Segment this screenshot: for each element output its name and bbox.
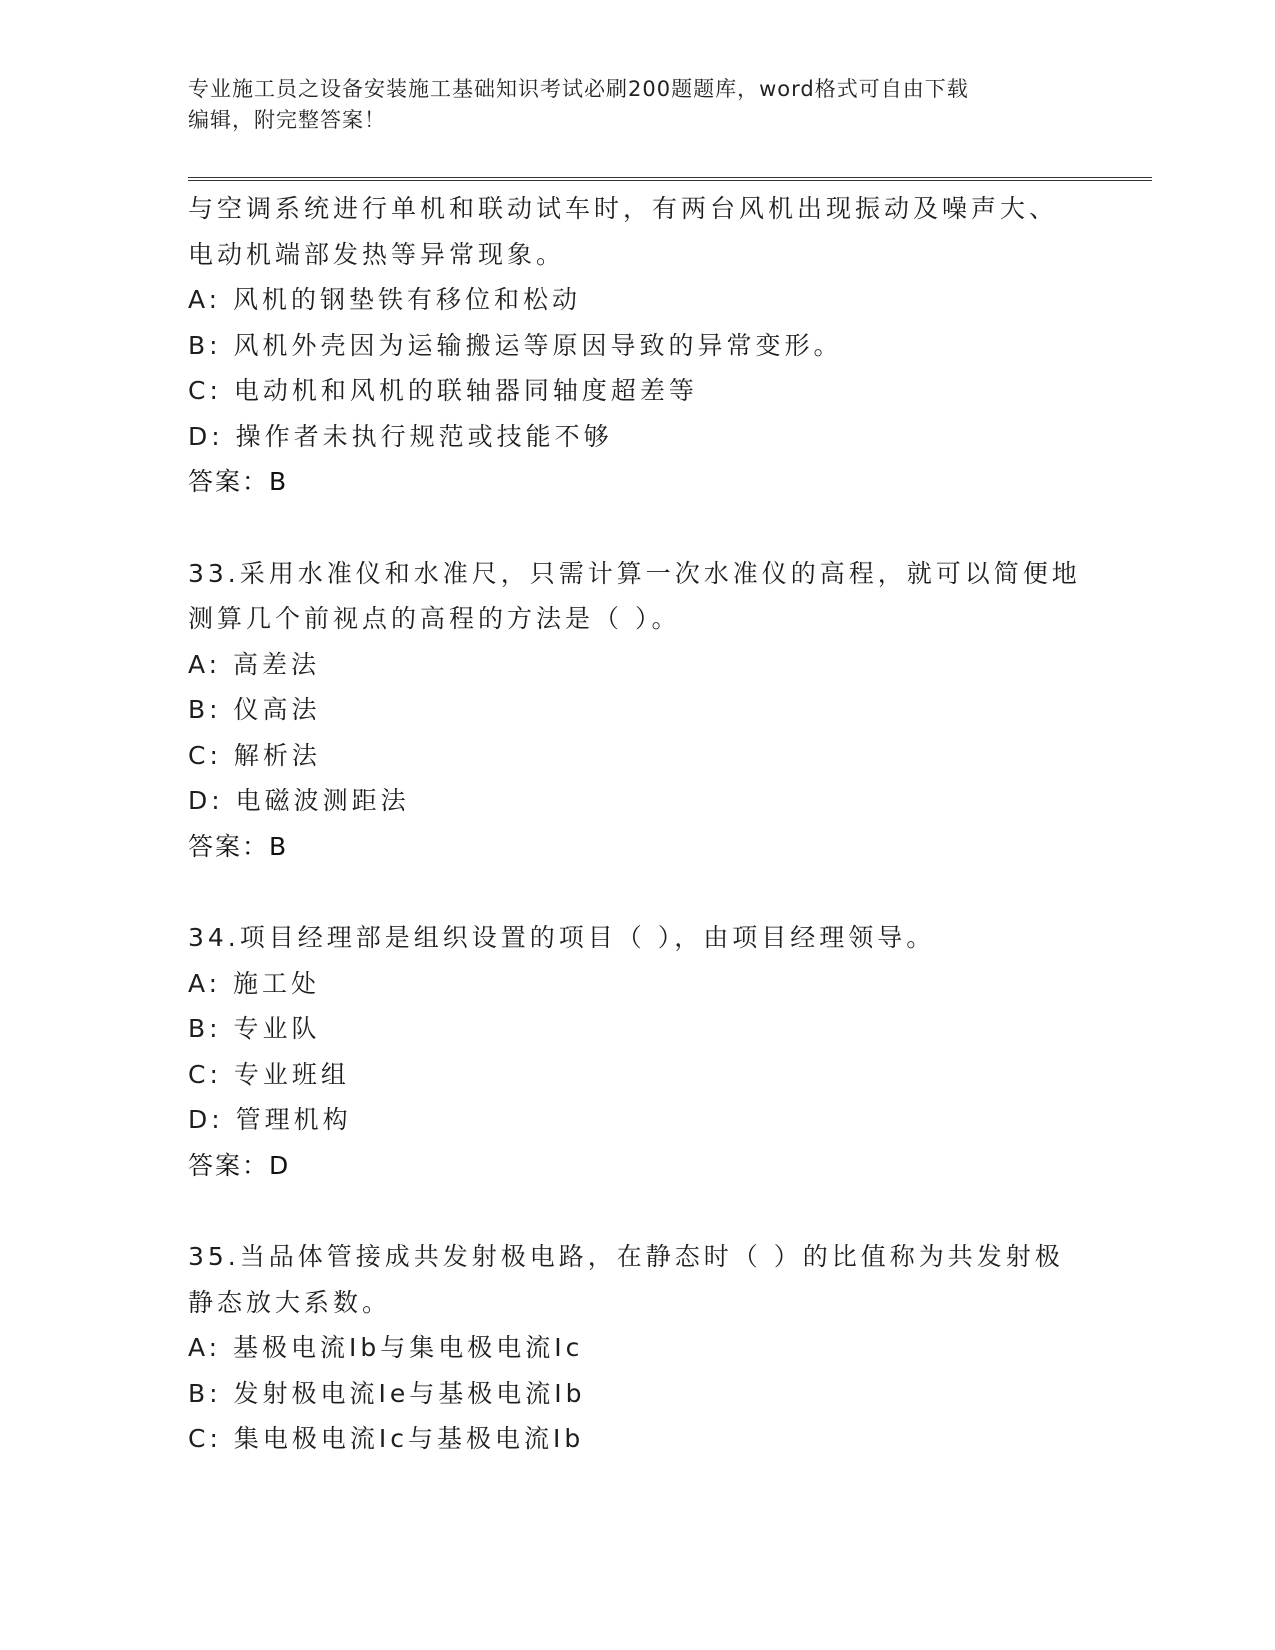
question-list (188, 186, 1088, 1462)
option-b: B: 专业队 (188, 1014, 321, 1043)
option-c: C: 专业班组 (188, 1059, 350, 1089)
answer-label: 答案：D (188, 1150, 291, 1180)
question-spacer (188, 869, 1088, 915)
question-stem-line: 电动机端部发热等异常现象。 (188, 239, 566, 269)
option-a: A: 基极电流Ib与集电极电流Ic (188, 1333, 584, 1362)
question-stem-line: 静态放大系数。 (188, 1287, 392, 1317)
question-stem-line: 35.当品体管接成共发射极电路，在静态时（ ）的比值称为共发射极 (188, 1242, 1064, 1271)
option-a: A: 施工处 (188, 968, 321, 998)
answer-label: 答案：B (188, 831, 289, 861)
question-spacer (188, 505, 1088, 551)
question-35 (188, 1234, 1088, 1462)
question-32 (188, 186, 1088, 505)
option-c: C: 解析法 (188, 740, 321, 770)
option-c: C: 集电极电流Ic与基极电流Ib (188, 1424, 585, 1453)
option-a: A: 高差法 (188, 649, 321, 679)
question-stem-line: 33.采用水准仪和水准尺，只需计算一次水准仪的高程，就可以简便地 (188, 558, 1081, 588)
question-stem-line: 34.项目经理部是组织设置的项目（ ），由项目经理领导。 (188, 923, 936, 952)
document-header (188, 74, 1088, 136)
option-c: C: 电动机和风机的联轴器同轴度超差等 (188, 376, 698, 405)
header-title-line-1: 专业施工员之设备安装施工基础知识考试必刷200题题库，word格式可自由下载 (188, 77, 969, 101)
header-title-line-2: 编辑，附完整答案！ (188, 108, 386, 132)
question-33 (188, 551, 1088, 870)
answer-label: 答案：B (188, 467, 289, 496)
option-b: B: 仪高法 (188, 695, 321, 724)
question-spacer (188, 1188, 1088, 1234)
option-d: D: 操作者未执行规范或技能不够 (188, 421, 613, 451)
option-d: D: 管理机构 (188, 1105, 352, 1134)
option-d: D: 电磁波测距法 (188, 786, 410, 815)
option-a: A: 风机的钢垫铁有移位和松动 (188, 285, 582, 314)
question-34 (188, 915, 1088, 1188)
option-b: B: 发射极电流Ie与基极电流Ib (188, 1378, 586, 1408)
question-stem-line: 与空调系统进行单机和联动试车时，有两台风机出现振动及噪声大、 (188, 194, 1059, 223)
question-stem-line: 测算几个前视点的高程的方法是（ ）。 (188, 604, 681, 633)
header-divider (188, 177, 1152, 181)
option-b: B: 风机外壳因为运输搬运等原因导致的异常变形。 (188, 330, 843, 360)
